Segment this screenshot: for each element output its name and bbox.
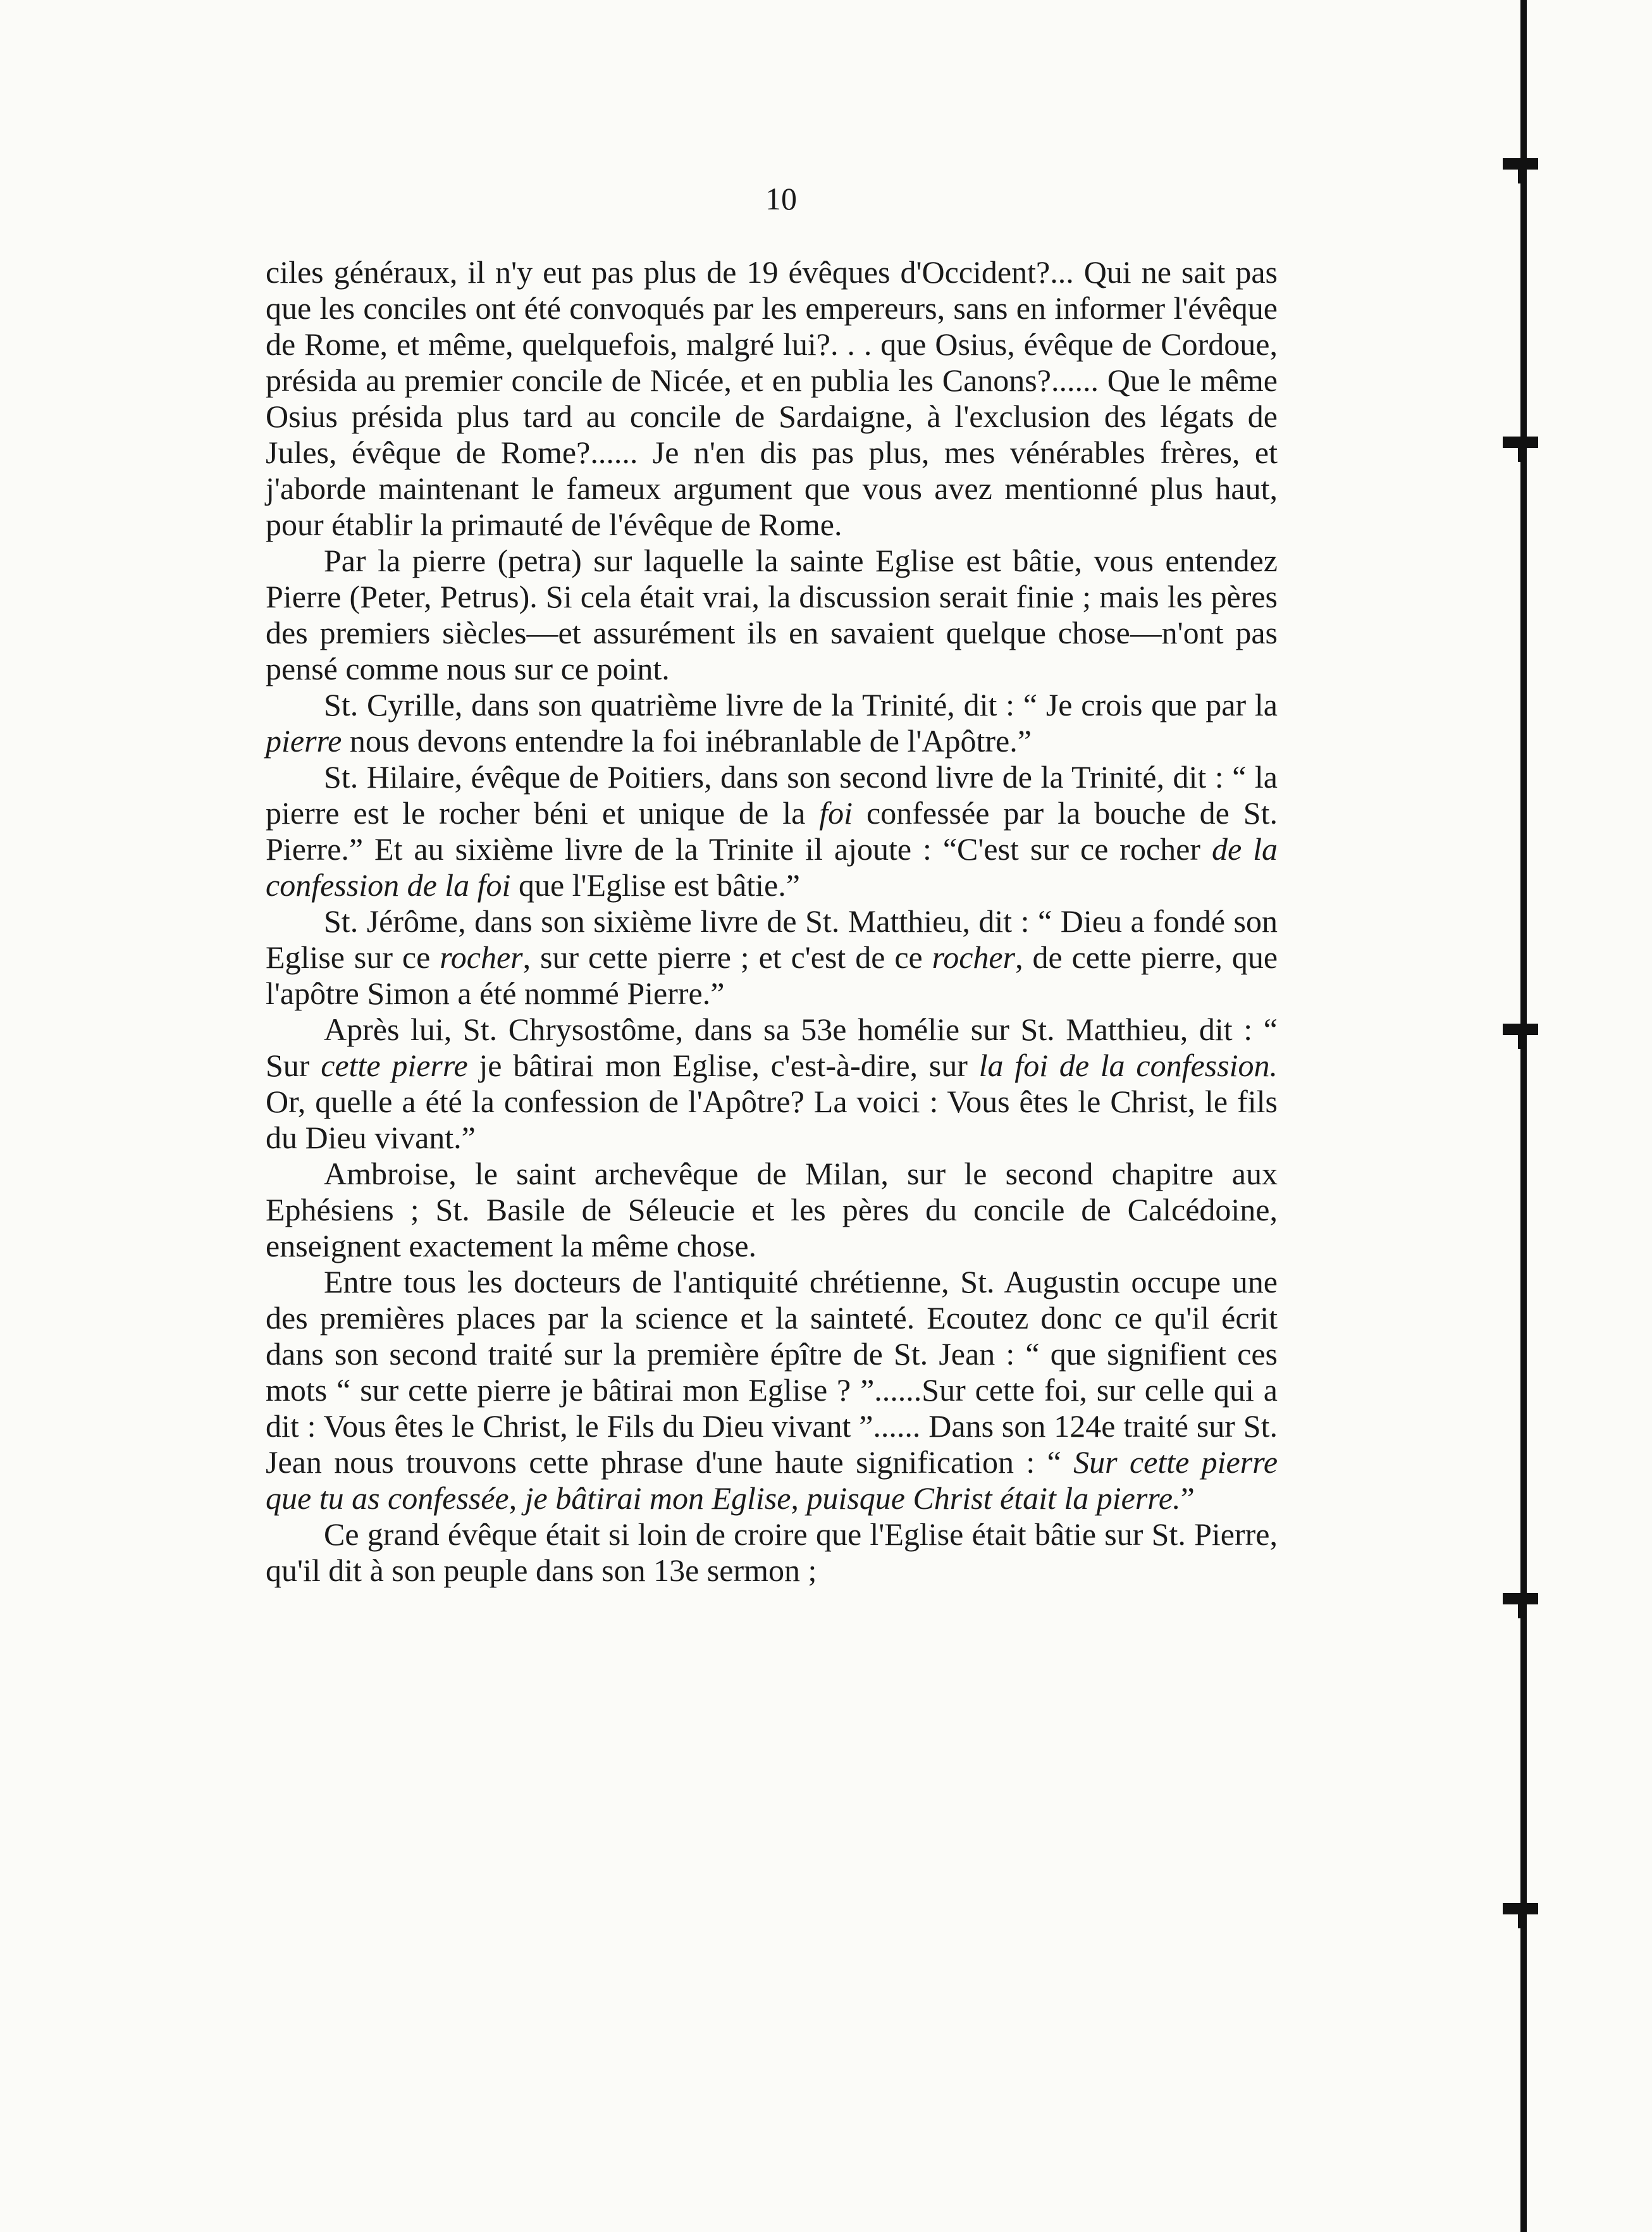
text-run: , sur cette pierre ; et c'est de ce bbox=[522, 939, 932, 975]
text-run: Ambroise, le saint archevêque de Milan, sur le second chapitre aux Ephésiens ; St. Basile de Séleucie et les pères du concile de Calcédoine, enseignent exactement la même chose. bbox=[266, 1156, 1278, 1263]
text-run: confessée par la bouche de St. Pierre.” Et au sixième livre de la Trinite il ajoute : “C'est sur ce rocher bbox=[266, 795, 1278, 867]
paragraph bbox=[266, 759, 1278, 903]
binding-mark bbox=[1503, 1903, 1538, 1914]
binding-mark bbox=[1503, 437, 1538, 448]
text-run: Or, quelle a été la confession de l'Apôtre? La voici : Vous êtes le Christ, le fils du Dieu vivant.” bbox=[266, 1084, 1278, 1155]
paragraph bbox=[266, 903, 1278, 1012]
italic-text: rocher bbox=[440, 939, 523, 975]
body-text bbox=[266, 254, 1278, 1589]
text-run: St. Jérôme, dans son sixième livre de St. Matthieu, dit : “ Dieu a fondé son Eglise sur ce bbox=[266, 903, 1278, 975]
italic-text: Sur cette pierre que tu as confessée, je bâtirai mon Eglise, puisque Christ était la pierre. bbox=[266, 1444, 1278, 1516]
page-number: 10 bbox=[765, 181, 797, 216]
paragraph bbox=[266, 254, 1278, 543]
text-run: St. Hilaire, évêque de Poitiers, dans son second livre de la Trinité, dit : “ la pierre est le rocher béni et unique de la bbox=[266, 759, 1278, 831]
text-run: que l'Eglise est bâtie.” bbox=[510, 867, 800, 903]
text-run: ” bbox=[1180, 1480, 1195, 1516]
text-run: ciles généraux, il n'y eut pas plus de 19 évêques d'Occident?... Qui ne sait pas que les conciles ont été convoqués par les empereurs, sans en informer l'évêque de Rome, et même, quelquefois, malgré lui?. . . que Osius, évêque de Cordoue, présida au premier concile de Nicée, et en publia les Canons?...... Que le même Osius présida plus tard au concile de Sardaigne, à l'exclusion des légats de Jules, évêque de Rome?...... Je n'en dis pas plus, mes vénérables frères, et j'aborde maintenant le fameux argument que vous avez mentionné plus haut, pour établir la primauté de l'évêque de Rome. bbox=[266, 254, 1278, 542]
italic-text: de la confession de la foi bbox=[266, 831, 1278, 903]
paragraph bbox=[266, 1516, 1278, 1589]
scan-edge-rule bbox=[1520, 0, 1527, 2232]
paragraph bbox=[266, 1156, 1278, 1264]
paragraph bbox=[266, 1012, 1278, 1156]
text-run: Par la pierre (petra) sur laquelle la sainte Eglise est bâtie, vous entendez Pierre (Peter, Petrus). Si cela était vrai, la discussion serait finie ; mais les pères des premiers siècles—et assurément ils en savaient quelque chose—n'ont pas pensé comme nous sur ce point. bbox=[266, 543, 1278, 686]
text-run: nous devons entendre la foi inébranlable de l'Apôtre.” bbox=[342, 723, 1032, 759]
binding-mark bbox=[1503, 158, 1538, 170]
text-run: je bâtirai mon Eglise, c'est-à-dire, sur bbox=[467, 1048, 979, 1083]
text-run: , de cette pierre, que l'apôtre Simon a été nommé Pierre.” bbox=[266, 939, 1278, 1011]
text-run: Entre tous les docteurs de l'antiquité chrétienne, St. Augustin occupe une des premières places par la science et la sainteté. Ecoutez donc ce qu'il écrit dans son second traité sur la première épître de St. Jean : “ que signifient ces mots “ sur cette pierre je bâtirai mon Eglise ? ”......Sur cette foi, sur celle qui a dit : Vous êtes le Christ, le Fils du Dieu vivant ”...... Dans son 124e traité sur St. Jean nous trouvons cette phrase d'une haute signification : “ bbox=[266, 1264, 1278, 1480]
text-run: St. Cyrille, dans son quatrième livre de la Trinité, dit : “ Je crois que par la bbox=[324, 687, 1278, 722]
scan-margin bbox=[1512, 0, 1652, 2232]
italic-text: pierre bbox=[266, 723, 342, 759]
italic-text: la foi de la confession. bbox=[978, 1048, 1278, 1083]
italic-text: cette pierre bbox=[321, 1048, 468, 1083]
text-run: Ce grand évêque était si loin de croire que l'Eglise était bâtie sur St. Pierre, qu'il dit à son peuple dans son 13e sermon ; bbox=[266, 1516, 1278, 1588]
paragraph bbox=[266, 1264, 1278, 1516]
text-run: Après lui, St. Chrysostôme, dans sa 53e homélie sur St. Matthieu, dit : “ Sur bbox=[266, 1012, 1278, 1083]
italic-text: rocher bbox=[932, 939, 1016, 975]
binding-mark bbox=[1503, 1593, 1538, 1604]
binding-mark bbox=[1503, 1024, 1538, 1035]
italic-text: foi bbox=[819, 795, 853, 831]
paragraph bbox=[266, 543, 1278, 687]
paragraph bbox=[266, 687, 1278, 759]
